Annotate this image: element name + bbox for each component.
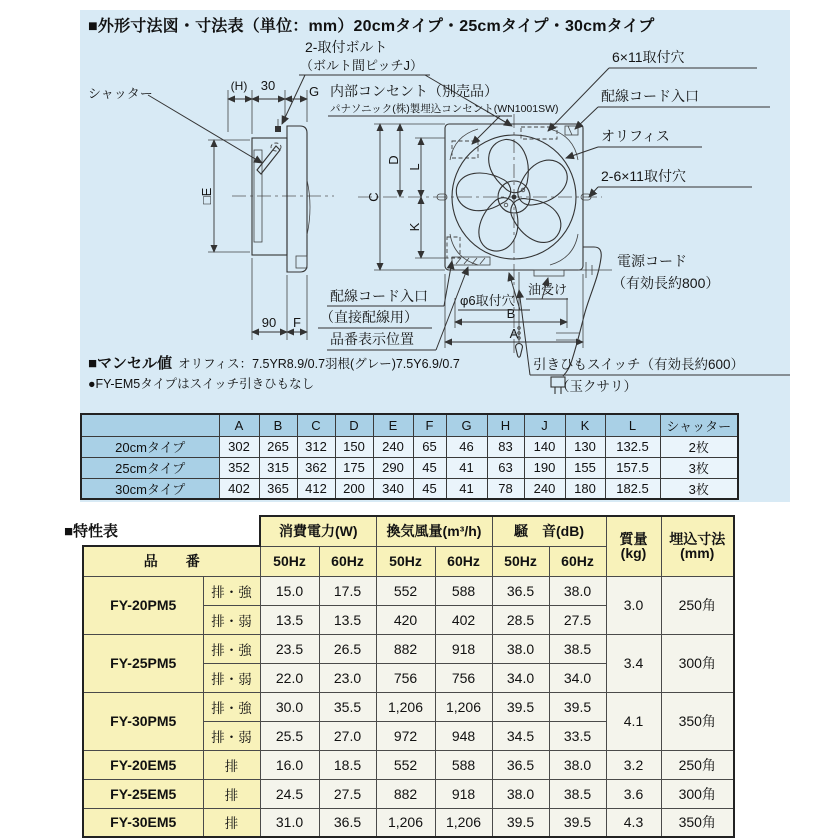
dim-label-k: K <box>407 222 422 232</box>
mode-cell: 排 <box>203 750 260 779</box>
dim-cell: 180 <box>565 478 605 499</box>
spec-cell: 27.0 <box>319 721 376 750</box>
table-row <box>81 436 738 457</box>
mode-cell: 排 <box>203 808 260 837</box>
spec-cell: 588 <box>435 750 492 779</box>
product-name: FY-20PM5 <box>83 576 203 634</box>
spec-cell: 36.5 <box>319 808 376 837</box>
dim-cell: 365 <box>259 478 297 499</box>
spec-cell: 23.0 <box>319 663 376 692</box>
dim-cell: 265 <box>259 436 297 457</box>
oil-tray-mark <box>534 270 564 276</box>
dim-cell: 240 <box>373 436 413 457</box>
spec-cell: 17.5 <box>319 576 376 605</box>
dim-cell: 352 <box>219 457 259 478</box>
dim-label-e: □E <box>199 187 214 205</box>
spec-cell: 38.0 <box>549 576 606 605</box>
spec-group-airflow: 換気風量(m³/h) <box>376 516 492 546</box>
dim-cell: 402 <box>219 478 259 499</box>
spec-cell: 34.5 <box>492 721 549 750</box>
spec-cell: 39.5 <box>492 692 549 721</box>
mode-cell: 排・弱 <box>203 605 260 634</box>
dim-label-a: A <box>509 326 519 341</box>
dim-cell: 175 <box>335 457 373 478</box>
mode-cell: 排 <box>203 779 260 808</box>
munsell-heading: ■マンセル値 <box>88 355 173 372</box>
label-cord-inlet: 配線コード入口 <box>601 88 699 104</box>
embed-cell: 350角 <box>661 692 734 750</box>
dim-cell: 312 <box>297 436 335 457</box>
label-ball-chain: （玉クサリ） <box>556 379 637 394</box>
dim-cell: 140 <box>524 436 565 457</box>
label-orifice: オリフィス <box>601 128 670 144</box>
dim-col-d: D <box>335 414 373 436</box>
spec-cell: 882 <box>376 779 435 808</box>
spec-col-50hz: 50Hz <box>492 546 549 576</box>
dim-col-j: J <box>524 414 565 436</box>
spec-cell: 918 <box>435 634 492 663</box>
dim-cell: 46 <box>446 436 487 457</box>
dim-row-label: 25cmタイプ <box>81 457 219 478</box>
spec-cell: 38.0 <box>549 750 606 779</box>
table-row <box>81 478 738 499</box>
mass-cell: 3.0 <box>606 576 661 634</box>
dim-cell: 157.5 <box>605 457 660 478</box>
dim-label-d: D <box>386 155 401 165</box>
spec-group-noise: 騒 音(dB) <box>492 516 606 546</box>
dim-cell: 240 <box>524 478 565 499</box>
dim-col-a: A <box>219 414 259 436</box>
mount-hole-knockout <box>521 127 557 139</box>
dim-cell: 340 <box>373 478 413 499</box>
dim-cell: 3枚 <box>660 457 738 478</box>
spec-group-power: 消費電力(W) <box>260 516 376 546</box>
spec-col-mass: 質量 (kg) <box>606 516 661 576</box>
spec-cell: 588 <box>435 576 492 605</box>
spec-cell: 23.5 <box>260 634 319 663</box>
spec-cell: 402 <box>435 605 492 634</box>
table-row <box>83 808 734 837</box>
dim-cell: 41 <box>446 457 487 478</box>
spec-cell: 36.5 <box>492 576 549 605</box>
spec-col-embed: 埋込寸法 (mm) <box>661 516 734 576</box>
spec-col-50hz: 50Hz <box>260 546 319 576</box>
spec-cell: 27.5 <box>319 779 376 808</box>
embed-cell: 250角 <box>661 576 734 634</box>
munsell-note <box>88 352 460 373</box>
spec-cell: 972 <box>376 721 435 750</box>
dimension-table <box>80 413 739 500</box>
product-name: FY-25EM5 <box>83 779 203 808</box>
dim-col-c: C <box>297 414 335 436</box>
spec-cell: 13.5 <box>319 605 376 634</box>
spec-cell: 15.0 <box>260 576 319 605</box>
spec-cell: 948 <box>435 721 492 750</box>
spec-cell: 1,206 <box>435 808 492 837</box>
dim-cell: 83 <box>487 436 524 457</box>
label-shutter: シャッター <box>88 86 153 101</box>
mode-cell: 排・強 <box>203 634 260 663</box>
munsell-value: オリフィス：7.5YR8.9/0.7羽根(グレー)7.5Y6.9/0.7 <box>178 357 460 371</box>
dim-label-h: (H) <box>230 79 248 93</box>
embed-cell: 250角 <box>661 750 734 779</box>
dim-cell: 362 <box>297 457 335 478</box>
mass-cell: 3.4 <box>606 634 661 692</box>
product-name: FY-25PM5 <box>83 634 203 692</box>
spec-cell: 13.5 <box>260 605 319 634</box>
dim-cell: 45 <box>413 457 446 478</box>
label-bolt: 2-取付ボルト <box>305 39 388 55</box>
spec-cell: 25.5 <box>260 721 319 750</box>
spec-cell: 552 <box>376 576 435 605</box>
label-oil-tray: 油受け <box>528 282 568 297</box>
mode-cell: 排・強 <box>203 692 260 721</box>
product-name: FY-20EM5 <box>83 750 203 779</box>
spec-cell: 38.5 <box>549 634 606 663</box>
dim-label-c: C <box>366 192 381 202</box>
dim-col-g: G <box>446 414 487 436</box>
label-outlet-sub: パナソニック(株)製埋込コンセント(WN1001SW) <box>330 103 559 115</box>
embed-cell: 300角 <box>661 634 734 692</box>
table-row <box>83 779 734 808</box>
spec-cell: 39.5 <box>492 808 549 837</box>
mode-cell: 排・強 <box>203 576 260 605</box>
table-row <box>81 457 738 478</box>
callout-labels <box>88 39 790 394</box>
dim-cell: 290 <box>373 457 413 478</box>
label-outlet: 内部コンセント（別売品） <box>330 83 498 99</box>
spec-cell: 26.5 <box>319 634 376 663</box>
fan-flange-side <box>287 126 307 272</box>
side-view-drawing <box>199 78 334 340</box>
em5-note: ●FY-EM5タイプはスイッチ引きひもなし <box>88 377 315 391</box>
dim-col-e: E <box>373 414 413 436</box>
mass-cell: 4.3 <box>606 808 661 837</box>
dim-corner-cell <box>81 414 219 436</box>
dim-label-b: B <box>506 306 516 321</box>
table-row <box>83 750 734 779</box>
spec-cell: 918 <box>435 779 492 808</box>
product-name: FY-30PM5 <box>83 692 203 750</box>
label-power-cord: 電源コード <box>617 253 687 269</box>
dim-col-f: F <box>413 414 446 436</box>
spec-cell: 38.0 <box>492 779 549 808</box>
dim-cell: 302 <box>219 436 259 457</box>
spec-col-60hz: 60Hz <box>435 546 492 576</box>
dim-cell: 3枚 <box>660 478 738 499</box>
fan-blades <box>449 135 567 258</box>
spec-cell: 38.5 <box>549 779 606 808</box>
spec-cell: 28.5 <box>492 605 549 634</box>
dim-cell: 200 <box>335 478 373 499</box>
spec-cell: 1,206 <box>435 692 492 721</box>
spec-cell: 420 <box>376 605 435 634</box>
dim-label-g: G <box>309 84 320 99</box>
spec-cell: 38.0 <box>492 634 549 663</box>
label-cord-inlet2: 配線コード入口 <box>330 288 428 304</box>
mode-cell: 排・弱 <box>203 663 260 692</box>
spec-cell: 756 <box>376 663 435 692</box>
dim-row-label: 30cmタイプ <box>81 478 219 499</box>
dim-col-h: H <box>487 414 524 436</box>
label-phi6: φ6取付穴 <box>460 293 515 308</box>
dim-row-label: 20cmタイプ <box>81 436 219 457</box>
dim-cell: 78 <box>487 478 524 499</box>
spec-cell: 36.5 <box>492 750 549 779</box>
embed-cell: 350角 <box>661 808 734 837</box>
spec-cell: 31.0 <box>260 808 319 837</box>
label-hole-611: 6×11取付穴 <box>612 49 685 65</box>
dim-col-shutter: シャッター <box>660 414 738 436</box>
spec-col-60hz: 60Hz <box>319 546 376 576</box>
spec-cell: 22.0 <box>260 663 319 692</box>
dim-col-l: L <box>605 414 660 436</box>
spec-col-50hz: 50Hz <box>376 546 435 576</box>
dim-col-k: K <box>565 414 605 436</box>
spec-cell: 24.5 <box>260 779 319 808</box>
spec-cell: 552 <box>376 750 435 779</box>
label-pull-switch: 引きひもスイッチ（有効長約600） <box>533 357 744 372</box>
spec-cell: 30.0 <box>260 692 319 721</box>
direct-wiring-knockout <box>447 237 460 258</box>
table-row <box>83 692 734 721</box>
dim-cell: 190 <box>524 457 565 478</box>
label-holes-2611: 2-6×11取付穴 <box>601 168 686 184</box>
dim-cell: 315 <box>259 457 297 478</box>
spec-cell: 756 <box>435 663 492 692</box>
dim-cell: 132.5 <box>605 436 660 457</box>
dim-cell: 130 <box>565 436 605 457</box>
spec-header-spacer <box>83 516 260 546</box>
spec-cell: 33.5 <box>549 721 606 750</box>
table-row <box>83 634 734 663</box>
mass-cell: 3.6 <box>606 779 661 808</box>
product-name: FY-30EM5 <box>83 808 203 837</box>
dim-cell: 150 <box>335 436 373 457</box>
label-nameplate: 品番表示位置 <box>330 331 414 347</box>
dim-cell: 63 <box>487 457 524 478</box>
mode-cell: 排・弱 <box>203 721 260 750</box>
spec-cell: 39.5 <box>549 808 606 837</box>
spec-cell: 1,206 <box>376 692 435 721</box>
spec-table-title: ■特性表 <box>64 523 119 540</box>
dim-cell: 182.5 <box>605 478 660 499</box>
spec-cell: 34.0 <box>492 663 549 692</box>
spec-cell: 1,206 <box>376 808 435 837</box>
mass-cell: 4.1 <box>606 692 661 750</box>
label-direct-wiring: （直接配線用） <box>320 309 418 325</box>
label-power-len: （有効長約800） <box>612 275 720 291</box>
spec-cell: 27.5 <box>549 605 606 634</box>
dim-label-90: 90 <box>261 315 277 330</box>
dim-cell: 155 <box>565 457 605 478</box>
dim-cell: 41 <box>446 478 487 499</box>
page-title: ■外形寸法図・寸法表（単位：mm）20cmタイプ・25cmタイプ・30cmタイプ <box>88 18 655 35</box>
dim-label-l: L <box>407 163 422 171</box>
dim-cell: 2枚 <box>660 436 738 457</box>
dim-cell: 45 <box>413 478 446 499</box>
spec-cell: 34.0 <box>549 663 606 692</box>
spec-cell: 16.0 <box>260 750 319 779</box>
pull-cord <box>516 272 523 357</box>
spec-cell: 18.5 <box>319 750 376 779</box>
label-bolt-pitch: （ボルト間ピッチJ） <box>300 58 423 73</box>
dim-cell: 65 <box>413 436 446 457</box>
dim-label-30: 30 <box>260 78 276 93</box>
mass-cell: 3.2 <box>606 750 661 779</box>
spec-col-60hz: 60Hz <box>549 546 606 576</box>
spec-cell: 35.5 <box>319 692 376 721</box>
fan-body-side <box>252 138 287 255</box>
spec-col-product: 品 番 <box>83 546 260 576</box>
dim-col-b: B <box>259 414 297 436</box>
spec-cell: 882 <box>376 634 435 663</box>
spec-cell: 39.5 <box>549 692 606 721</box>
embed-cell: 300角 <box>661 779 734 808</box>
dim-cell: 412 <box>297 478 335 499</box>
table-row <box>83 576 734 605</box>
spec-table <box>82 515 735 838</box>
dim-label-f: F <box>293 315 301 330</box>
